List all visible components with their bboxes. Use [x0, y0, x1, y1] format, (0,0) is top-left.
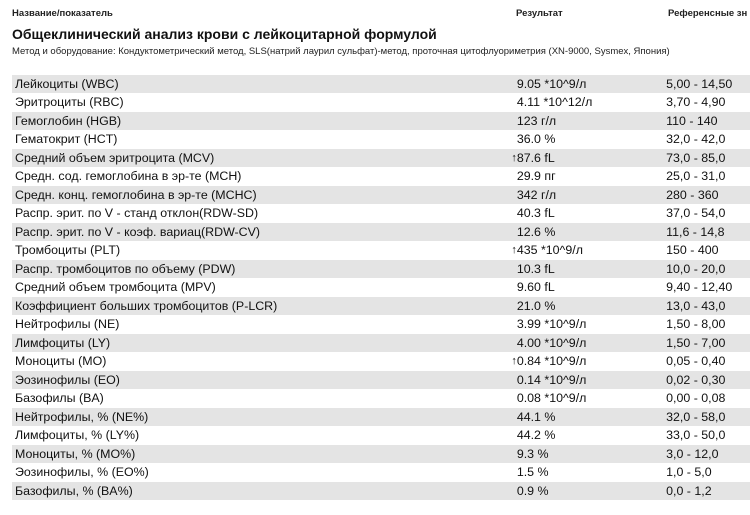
results-table: [12, 75, 750, 501]
test-result: 4.11 *10^12/л: [517, 93, 666, 112]
test-result: 36.0 %: [517, 130, 666, 149]
reference-range: 0,00 - 0,08: [666, 389, 750, 408]
elevated-arrow-icon: [503, 112, 517, 131]
table-row: [12, 315, 750, 334]
table-row: [12, 223, 750, 242]
elevated-arrow-icon: [503, 167, 517, 186]
test-result: 44.2 %: [517, 426, 666, 445]
test-name: Моноциты, % (MO%): [12, 445, 503, 464]
table-row: [12, 241, 750, 260]
test-name: Лимфоциты (LY): [12, 334, 503, 353]
elevated-arrow-icon: ↑: [503, 241, 517, 260]
header-result-column: Результат: [516, 8, 563, 19]
reference-range: 0,05 - 0,40: [666, 352, 750, 371]
table-row: [12, 334, 750, 353]
elevated-arrow-icon: [503, 93, 517, 112]
elevated-arrow-icon: ↑: [503, 149, 517, 168]
reference-range: 1,0 - 5,0: [666, 463, 750, 482]
reference-range: 150 - 400: [666, 241, 750, 260]
table-row: [12, 482, 750, 501]
test-name: Средний объем тромбоцита (MPV): [12, 278, 503, 297]
test-name: Эритроциты (RBC): [12, 93, 503, 112]
table-row: [12, 93, 750, 112]
reference-range: 25,0 - 31,0: [666, 167, 750, 186]
elevated-arrow-icon: [503, 463, 517, 482]
test-result: 10.3 fL: [517, 260, 666, 279]
table-row: [12, 371, 750, 390]
table-row: [12, 130, 750, 149]
elevated-arrow-icon: [503, 278, 517, 297]
test-result: 87.6 fL: [517, 149, 666, 168]
elevated-arrow-icon: [503, 371, 517, 390]
reference-range: 5,00 - 14,50: [666, 75, 750, 93]
reference-range: 0,02 - 0,30: [666, 371, 750, 390]
section-title: Общеклинический анализ крови с лейкоцитарной формулой: [12, 26, 437, 42]
table-header: [0, 0, 750, 26]
reference-range: 32,0 - 42,0: [666, 130, 750, 149]
table-row: [12, 352, 750, 371]
test-result: 342 г/л: [517, 186, 666, 205]
test-result: 1.5 %: [517, 463, 666, 482]
test-name: Лейкоциты (WBC): [12, 75, 503, 93]
elevated-arrow-icon: [503, 130, 517, 149]
reference-range: 280 - 360: [666, 186, 750, 205]
test-name: Коэффициент больших тромбоцитов (P-LCR): [12, 297, 503, 316]
test-name: Эозинофилы (EO): [12, 371, 503, 390]
elevated-arrow-icon: [503, 204, 517, 223]
elevated-arrow-icon: [503, 186, 517, 205]
test-name: Нейтрофилы (NE): [12, 315, 503, 334]
elevated-arrow-icon: [503, 223, 517, 242]
reference-range: 9,40 - 12,40: [666, 278, 750, 297]
test-result: 123 г/л: [517, 112, 666, 131]
test-result: 0.84 *10^9/л: [517, 352, 666, 371]
elevated-arrow-icon: [503, 315, 517, 334]
test-name: Лимфоциты, % (LY%): [12, 426, 503, 445]
reference-range: 110 - 140: [666, 112, 750, 131]
reference-range: 11,6 - 14,8: [666, 223, 750, 242]
table-row: [12, 463, 750, 482]
elevated-arrow-icon: [503, 260, 517, 279]
reference-range: 73,0 - 85,0: [666, 149, 750, 168]
test-name: Гемоглобин (HGB): [12, 112, 503, 131]
test-name: Средн. конц. гемоглобина в эр-те (MCHC): [12, 186, 503, 205]
test-name: Базофилы, % (BA%): [12, 482, 503, 501]
reference-range: 1,50 - 7,00: [666, 334, 750, 353]
elevated-arrow-icon: [503, 445, 517, 464]
test-name: Тромбоциты (PLT): [12, 241, 503, 260]
reference-range: 10,0 - 20,0: [666, 260, 750, 279]
test-name: Распр. эрит. по V - станд отклон(RDW-SD): [12, 204, 503, 223]
test-name: Распр. эрит. по V - коэф. вариац(RDW-CV): [12, 223, 503, 242]
table-row: [12, 186, 750, 205]
elevated-arrow-icon: [503, 297, 517, 316]
header-reference-column: Референсные зн: [668, 8, 748, 19]
table-row: [12, 426, 750, 445]
test-name: Распр. тромбоцитов по объему (PDW): [12, 260, 503, 279]
test-result: 9.60 fL: [517, 278, 666, 297]
elevated-arrow-icon: ↑: [503, 352, 517, 371]
table-row: [12, 149, 750, 168]
reference-range: 32,0 - 58,0: [666, 408, 750, 427]
test-result: 12.6 %: [517, 223, 666, 242]
reference-range: 13,0 - 43,0: [666, 297, 750, 316]
reference-range: 3,70 - 4,90: [666, 93, 750, 112]
test-result: 9.05 *10^9/л: [517, 75, 666, 93]
test-result: 0.9 %: [517, 482, 666, 501]
reference-range: 33,0 - 50,0: [666, 426, 750, 445]
table-row: [12, 389, 750, 408]
test-result: 21.0 %: [517, 297, 666, 316]
elevated-arrow-icon: [503, 426, 517, 445]
elevated-arrow-icon: [503, 75, 517, 93]
table-row: [12, 278, 750, 297]
test-result: 40.3 fL: [517, 204, 666, 223]
test-result: 9.3 %: [517, 445, 666, 464]
test-result: 29.9 пг: [517, 167, 666, 186]
reference-range: 37,0 - 54,0: [666, 204, 750, 223]
table-row: [12, 445, 750, 464]
table-row: [12, 408, 750, 427]
header-name-column: Название/показатель: [12, 8, 113, 19]
test-result: 4.00 *10^9/л: [517, 334, 666, 353]
test-result: 0.14 *10^9/л: [517, 371, 666, 390]
table-row: [12, 167, 750, 186]
test-name: Гематокрит (HCT): [12, 130, 503, 149]
test-name: Средний объем эритроцита (MCV): [12, 149, 503, 168]
elevated-arrow-icon: [503, 408, 517, 427]
table-row: [12, 75, 750, 93]
table-row: [12, 112, 750, 131]
table-row: [12, 297, 750, 316]
test-result: 44.1 %: [517, 408, 666, 427]
test-name: Моноциты (MO): [12, 352, 503, 371]
elevated-arrow-icon: [503, 482, 517, 501]
reference-range: 0,0 - 1,2: [666, 482, 750, 501]
test-name: Базофилы (BA): [12, 389, 503, 408]
elevated-arrow-icon: [503, 334, 517, 353]
table-row: [12, 204, 750, 223]
test-name: Средн. сод. гемоглобина в эр-те (MCH): [12, 167, 503, 186]
test-result: 0.08 *10^9/л: [517, 389, 666, 408]
reference-range: 1,50 - 8,00: [666, 315, 750, 334]
test-name: Нейтрофилы, % (NE%): [12, 408, 503, 427]
test-result: 435 *10^9/л: [517, 241, 666, 260]
table-row: [12, 260, 750, 279]
elevated-arrow-icon: [503, 389, 517, 408]
reference-range: 3,0 - 12,0: [666, 445, 750, 464]
test-name: Эозинофилы, % (EO%): [12, 463, 503, 482]
test-result: 3.99 *10^9/л: [517, 315, 666, 334]
method-description: Метод и оборудование: Кондуктометрический метод, SLS(натрий лаурил сульфат)-метод, проточная цитофлуориметрия (XN-9000, Sysmex, Япония): [12, 46, 670, 57]
